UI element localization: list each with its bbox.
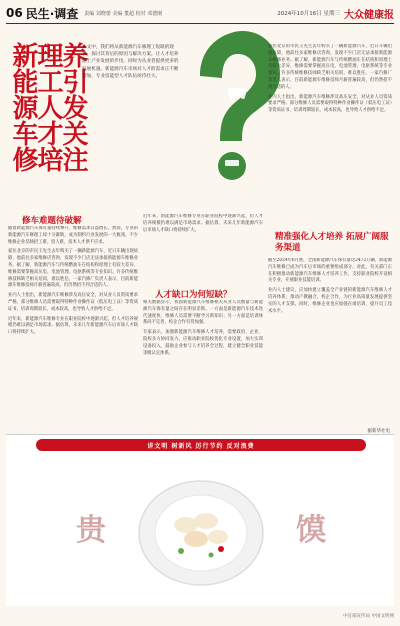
subhead-1: 修车难题待破解 bbox=[22, 216, 82, 226]
article-body-1: 家住北京的市民王先生去年购买了一辆新能源汽车，近日车辆出现故障，他前往多家维修店咨询，发现不少门店无法承接新能源车维修业务。据了解，新能源汽车与传统燃油车在结构和原理上有较大差异，维修需要掌握高压电、电池管理、电驱系统等专业知识。许多传统维修技师缺乏相关培训，难以胜任。一家汽修厂负责人表示，目前新能源车维修技师月薪普遍较高，但仍然招不到合适的人。 bbox=[8, 249, 138, 289]
article-col-middle-top bbox=[143, 214, 263, 284]
section-title: 民生·调查 bbox=[25, 6, 79, 21]
public-service-ad bbox=[6, 434, 394, 606]
headline-col-3: 养引发关注 bbox=[58, 42, 88, 172]
footer-note: 中宣部宣传局 中国文明网 bbox=[343, 614, 394, 619]
byline: 据新华社电 bbox=[367, 429, 390, 434]
article-body-3: 近年来，新能源汽车维修专业在职业院校中逐渐兴起，但人才培养规模仍难以满足市场需求。据估算，未来几年新能源汽车后市场人才缺口将持续扩大。 bbox=[8, 316, 138, 336]
article-body-6: 截至2024年6月底，全国新能源汽车保有量达2472万辆，新能源汽车维修已成为汽车后市场的重要组成部分。对此，有关部门正在积极推动新能源汽车维修人才培养工作，支持职业院校开设相关专业，开展职业技能培训。 bbox=[268, 258, 392, 284]
subhead-3: 精准强化人才培养 拓展广阔服务渠道 bbox=[275, 232, 389, 253]
article-body-5: 专家表示，加强新能源汽车维修人才培养，需要政府、企业、院校多方协同发力。应推动职业院校优化专业设置，加大实训设备投入，鼓励企业参与人才培养全过程，建立健全职业技能等级认定体系。 bbox=[143, 330, 263, 356]
article-body-3b: 近年来，新能源汽车维修专业在职业院校中逐渐兴起，但人才培养规模仍难以满足市场需求。据估算，未来几年新能源汽车后市场人才缺口将持续扩大。 bbox=[143, 214, 263, 233]
page-footer bbox=[6, 610, 394, 622]
article-col-left bbox=[8, 226, 138, 426]
ad-char-left: 贵 bbox=[76, 513, 106, 548]
issue-date: 2024年10月16日 星期三 bbox=[277, 11, 340, 17]
page-number: 06 bbox=[6, 6, 23, 20]
ad-banner: 讲文明 树新风 厉行节约 反对浪费 bbox=[36, 439, 366, 451]
ad-char-right: 馍 bbox=[296, 513, 326, 548]
article-col-middle bbox=[143, 300, 263, 425]
header-rule bbox=[6, 23, 394, 24]
article-body-1b: 家住北京的市民王先生去年购买了一辆新能源汽车，近日车辆出现故障，他前往多家维修店咨询，发现不少门店无法承接新能源车维修业务。据了解，新能源汽车与传统燃油车在结构和原理上有较大差异，维修需要掌握高压电、电池管理、电驱系统等专业知识。许多传统维修技师缺乏相关培训，难以胜任。一家汽修厂负责人表示，目前新能源车维修技师月薪普遍较高，但仍然招不到合适的人。 bbox=[268, 44, 392, 90]
article-body-2: 业内人士指出，新能源汽车维修涉及高压安全，对从业人员资质要求严格。部分维修人员需要取得特种作业操作证（低压电工证）等资质证书，培训周期较长，成本较高，也导致人才供给不足。 bbox=[8, 293, 138, 312]
headline-col-1: 新能源车修 bbox=[8, 42, 38, 172]
lead-paragraph: 本文中，我们将从新能源汽车修理工短缺的现状，探讨其背后的原因与解决方案。让人才培养跟上产业发展的步伐，同时为从业者提供更多的发展机遇。新能源汽车市场对人才的需求正不断增加，专业技能型人才队伍亟待壮大。 bbox=[82, 45, 179, 79]
article-col-right bbox=[268, 258, 392, 426]
plate-illustration bbox=[126, 463, 276, 593]
page-header bbox=[6, 4, 394, 22]
article-col-right-top bbox=[268, 44, 392, 224]
newspaper-masthead: 大众健康报 bbox=[344, 9, 394, 21]
headline-col-2: 理工人才培 bbox=[33, 42, 63, 172]
article-body-7: 业内人士建议，应加快建立覆盖全产业链的新能源汽车维修人才培养体系，推动产教融合、校企合作，为行业高质量发展提供坚实的人才支撑。同时，维修企业也应加强在岗培训，提升员工技术水平。 bbox=[268, 288, 392, 314]
subhead-2: 人才缺口为何短缺？ bbox=[155, 290, 232, 300]
editor-credits: 责编 刘晓蕾 美编 董超 校对 邓德刚 bbox=[84, 10, 163, 17]
article-body-4: 相关数据显示，我国新能源汽车维修相关从业人员数量与新能源汽车保有量之间存在明显差距。一方面是新能源汽车技术迭代速度快，维修人员需要不断学习新知识；另一方面是培训体系尚不完善，校企合作有待加强。 bbox=[143, 300, 263, 326]
article-body-2b: 业内人士指出，新能源汽车维修涉及高压安全，对从业人员资质要求严格。部分维修人员需要取得特种作业操作证（低压电工证）等资质证书，培训周期较长，成本较高，也导致人才供给不足。 bbox=[268, 94, 392, 114]
article-intro: 随着新能源汽车保有量持续攀升，维修需求日益增长。然而，专业的新能源汽车修理工却十分紧缺，成为制约行业发展的一大瓶颈。不少维修企业反映招工难、留人难，技术人才供不应求。 bbox=[8, 226, 138, 245]
